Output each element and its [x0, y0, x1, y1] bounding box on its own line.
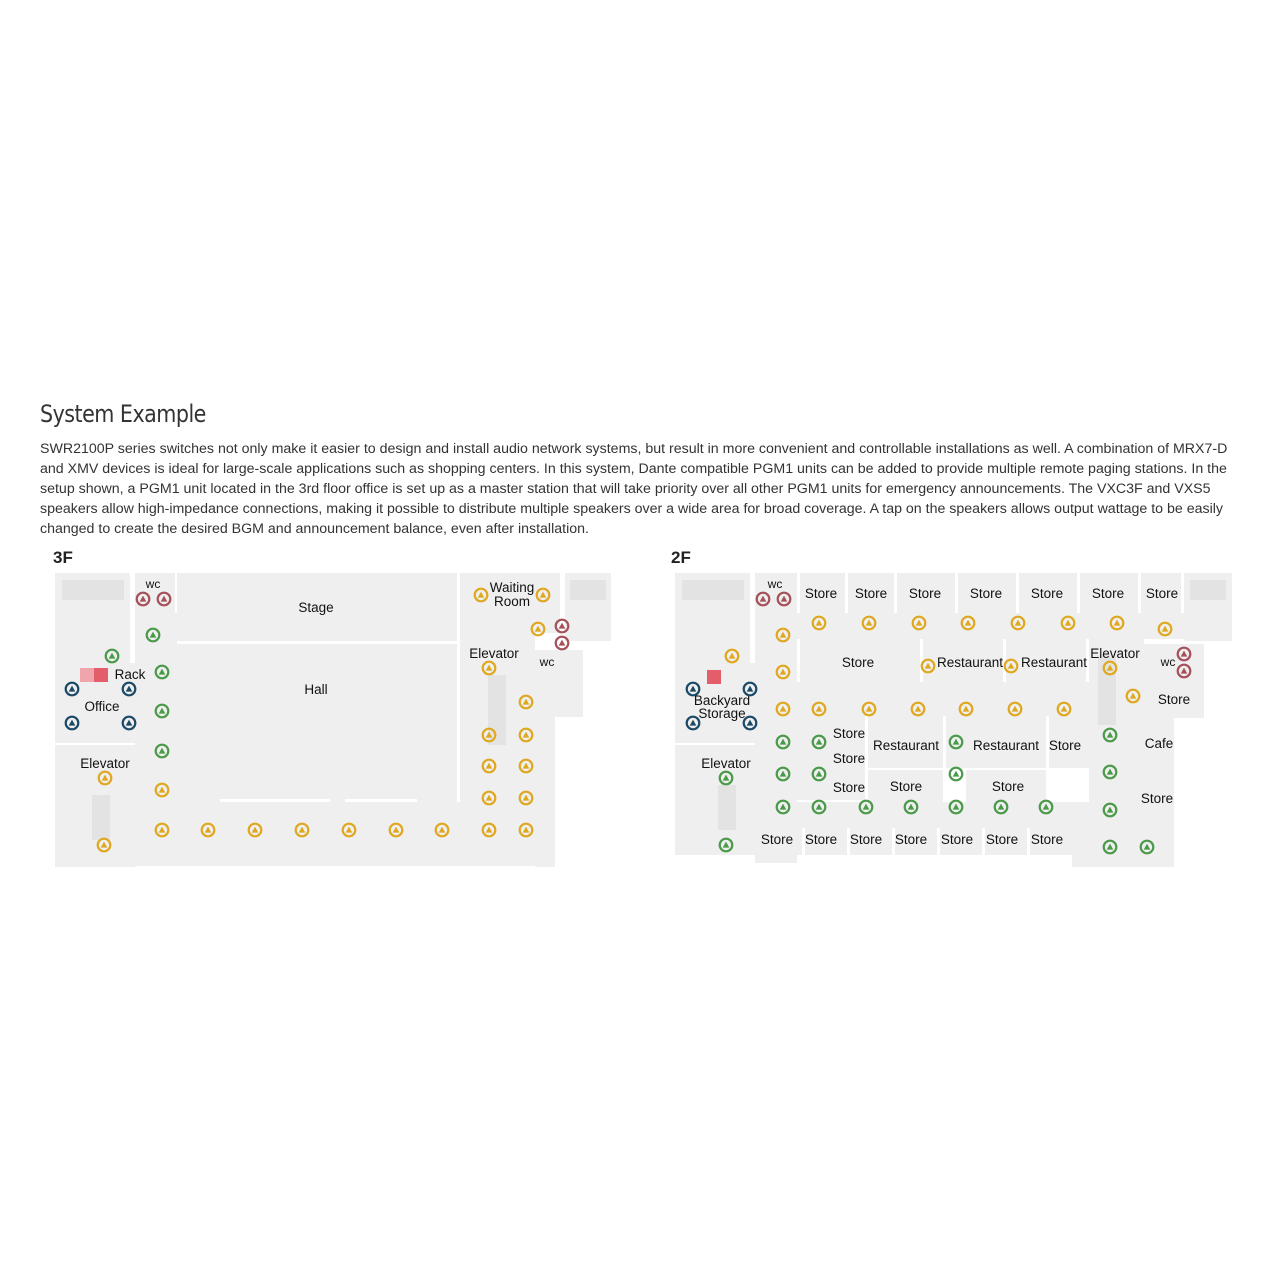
speaker-icon	[556, 637, 569, 650]
label-store-t4: Store	[969, 586, 1003, 601]
label-restaurant-l1: Restaurant	[872, 738, 940, 753]
label-store-c3: Store	[1048, 738, 1082, 753]
stair-ne	[570, 580, 606, 600]
label-wc-3f-right: wc	[539, 655, 555, 669]
section-description: SWR2100P series switches not only make it easier to design and install audio network systems, but result in more convenient and controllable installations as well. A combination of MRX7-D and XMV devices is ideal for large-scale applications such as shopping centers. In this system, Dante compatible PGM1 units can be added to provide multiple remote paging stations. In the setup shown, a PGM1 unit located in the 3rd floor office is set up as a master station that will take priority over all other PGM1 units for emergency announcements. The VXC3F and VXS5 speakers allow high-impedance connections, making it possible to distribute multiple speakers over a wide area for broad coverage. A tap on the speakers allows output wattage to be easily changed to create the desired BGM and announcement balance, even after installation.	[40, 441, 1228, 537]
escalator-3f-east	[488, 675, 506, 745]
escalator-3f-west	[92, 795, 110, 840]
label-elevator-3f-east: Elevator	[469, 646, 519, 661]
label-backyard-1: Backyard	[693, 693, 751, 708]
label-waiting-room-2: Room	[493, 594, 531, 609]
label-store-b7: Store	[1030, 832, 1064, 847]
label-store-mid: Store	[841, 655, 875, 670]
label-store-t5: Store	[1030, 586, 1064, 601]
label-store-r2: Store	[1140, 791, 1174, 806]
floor-2f-equipment	[707, 670, 721, 684]
escalator-2f-east	[1098, 655, 1116, 725]
label-stage: Stage	[298, 600, 334, 615]
floor-plan-2f-map	[660, 540, 1280, 880]
label-store-c4: Store	[832, 780, 866, 795]
stair-nw	[62, 580, 124, 600]
label-store-c6: Store	[991, 779, 1025, 794]
escalator-2f-west	[718, 785, 736, 830]
floor-plan-3f	[40, 540, 660, 880]
speaker-icon	[950, 768, 963, 781]
room-corridor-mid	[755, 682, 1089, 716]
floor-label-2f: 2F	[671, 548, 691, 567]
label-store-b4: Store	[894, 832, 928, 847]
floor-plan-3f-map	[40, 540, 660, 880]
label-store-t1: Store	[804, 586, 838, 601]
label-rack: Rack	[114, 667, 146, 682]
label-store-b5: Store	[940, 832, 974, 847]
label-wc-3f-top: wc	[145, 577, 161, 591]
label-store-t3: Store	[908, 586, 942, 601]
label-wc-2f-right: wc	[1160, 655, 1176, 669]
label-office: Office	[84, 699, 120, 714]
label-cafe: Cafe	[1144, 736, 1174, 751]
room-hall	[177, 644, 457, 802]
room-corridor-se	[1072, 828, 1174, 867]
label-wc-2f-top: wc	[767, 577, 783, 591]
wall-hall-south-b	[345, 799, 417, 802]
label-elevator-2f-west: Elevator	[701, 756, 751, 771]
section-title: System Example	[40, 400, 206, 428]
label-store-c1: Store	[832, 726, 866, 741]
room-corridor-south-edge	[135, 850, 552, 866]
room-east-strip	[535, 717, 555, 867]
label-hall: Hall	[304, 682, 328, 697]
label-restaurant-m1: Restaurant	[936, 655, 1004, 670]
stair-nw	[682, 580, 744, 600]
floor-plan-2f	[660, 540, 1280, 880]
wall-hall-south-a	[220, 799, 330, 802]
label-store-b2: Store	[804, 832, 838, 847]
label-store-c2: Store	[832, 751, 866, 766]
label-store-r1: Store	[1157, 692, 1191, 707]
label-store-t7: Store	[1145, 586, 1179, 601]
label-elevator-2f-east: Elevator	[1090, 646, 1140, 661]
rack-unit	[707, 670, 721, 684]
rack-unit-light	[80, 668, 94, 682]
room-corridor-south	[135, 802, 535, 850]
label-restaurant-l2: Restaurant	[972, 738, 1040, 753]
wall-office-south	[55, 743, 135, 745]
wall-stage-hall	[177, 641, 457, 644]
floor-2f-rooms	[675, 573, 1232, 867]
stair-ne	[1190, 580, 1226, 600]
room-east-annex	[535, 690, 583, 717]
floor-3f-equipment	[80, 668, 108, 682]
room-corridor-west	[135, 613, 177, 829]
label-store-b6: Store	[985, 832, 1019, 847]
label-store-b3: Store	[849, 832, 883, 847]
label-store-t2: Store	[854, 586, 888, 601]
label-store-t6: Store	[1091, 586, 1125, 601]
label-store-b1: Store	[760, 832, 794, 847]
label-restaurant-m2: Restaurant	[1020, 655, 1088, 670]
label-elevator-3f-west: Elevator	[80, 756, 130, 771]
label-store-c5: Store	[889, 779, 923, 794]
floor-label-3f: 3F	[53, 548, 73, 567]
label-waiting-room-1: Waiting	[489, 580, 535, 595]
label-backyard-2: Storage	[698, 706, 746, 721]
rack-unit	[94, 668, 108, 682]
